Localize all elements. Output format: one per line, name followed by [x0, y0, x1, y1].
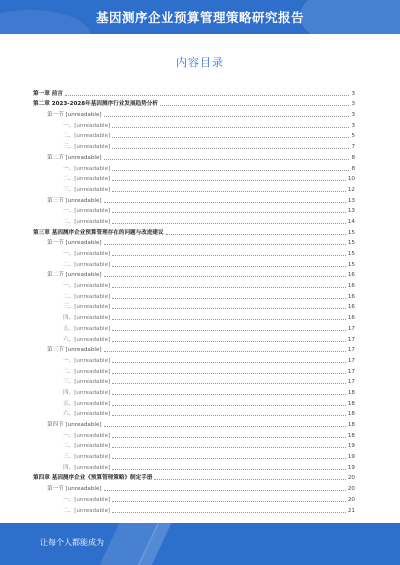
toc-entry[interactable]	[33, 150, 355, 161]
toc-leader-dots	[166, 234, 346, 235]
toc-entry[interactable]	[33, 118, 355, 129]
toc-entry-label: 二、[unreadable]	[63, 218, 111, 225]
toc-entry-page: 16	[347, 315, 355, 322]
toc-entry-page: 14	[347, 218, 355, 225]
toc-leader-dots	[104, 351, 346, 352]
toc-entry[interactable]	[33, 86, 355, 97]
toc-entry[interactable]	[33, 310, 355, 321]
toc-entry[interactable]	[33, 107, 355, 118]
toc-entry-label: 五、[unreadable]	[63, 400, 111, 407]
toc-entry-page: 3	[351, 101, 355, 108]
toc-leader-dots	[104, 202, 346, 203]
toc-leader-dots	[112, 405, 346, 406]
footer-slogan: 让每个人都能成为	[40, 538, 104, 547]
toc-entry[interactable]	[33, 417, 355, 428]
toc-entry[interactable]	[33, 321, 355, 332]
toc-leader-dots	[112, 330, 346, 331]
header-decoration	[300, 0, 400, 34]
toc-entry-label: 一、[unreadable]	[63, 357, 111, 364]
toc-entry-label: 第三节 [unreadable]	[47, 347, 102, 354]
toc-entry-label: 三、[unreadable]	[63, 454, 111, 461]
toc-leader-dots	[112, 308, 346, 309]
toc-entry-page: 21	[347, 507, 355, 514]
toc-entry-page: 17	[347, 336, 355, 343]
toc-entry-label: 六、[unreadable]	[63, 336, 111, 343]
toc-entry-label: 一、[unreadable]	[63, 208, 111, 215]
toc-entry-label: 三、[unreadable]	[63, 304, 111, 311]
toc-leader-dots	[104, 426, 346, 427]
toc-entry-page: 17	[347, 325, 355, 332]
toc-leader-dots	[104, 244, 346, 245]
toc-entry-page: 8	[351, 154, 355, 161]
toc-entry[interactable]	[33, 161, 355, 172]
toc-leader-dots	[104, 116, 350, 117]
toc-entry-label: 第二章 2023-2028年基因测序行业发展趋势分析	[33, 101, 158, 108]
toc-entry-page: 3	[351, 90, 355, 97]
toc-entry-page: 5	[351, 133, 355, 140]
toc-entry-label: 第三节 [unreadable]	[47, 197, 102, 204]
toc-leader-dots	[112, 362, 346, 363]
toc-entry-page: 16	[347, 272, 355, 279]
toc-entry[interactable]	[33, 300, 355, 311]
toc-entry-label: 四、[unreadable]	[63, 389, 111, 396]
toc-entry[interactable]	[33, 278, 355, 289]
toc-entry-page: 18	[347, 389, 355, 396]
toc-entry-page: 17	[347, 379, 355, 386]
toc-entry-label: 第四节 [unreadable]	[47, 422, 102, 428]
toc-entry-label: 二、[unreadable]	[63, 368, 111, 375]
toc-entry[interactable]	[33, 182, 355, 193]
toc-entry[interactable]	[33, 364, 355, 375]
toc-entry[interactable]	[33, 225, 355, 236]
toc-entry[interactable]	[33, 97, 355, 108]
toc-entry-page: 16	[347, 283, 355, 290]
toc-leader-dots	[112, 469, 346, 470]
toc-entry-label: 二、[unreadable]	[63, 293, 111, 300]
toc-entry-page: 20	[347, 496, 355, 503]
toc-leader-dots	[104, 490, 346, 491]
toc-entry-page: 7	[351, 144, 355, 151]
toc-leader-dots	[112, 512, 346, 513]
toc-entry-label: 第一节 [unreadable]	[47, 112, 102, 119]
toc-entry[interactable]	[33, 289, 355, 300]
toc-leader-dots	[112, 212, 346, 213]
toc-entry[interactable]	[33, 375, 355, 386]
toc-entry-page: 20	[347, 486, 355, 493]
toc-entry-label: 一、[unreadable]	[63, 496, 111, 503]
toc-entry-label: 二、[unreadable]	[63, 443, 111, 450]
toc-entry-label: 一、[unreadable]	[63, 432, 111, 439]
toc-entry-page: 15	[347, 261, 355, 268]
toc-leader-dots	[112, 373, 346, 374]
toc-leader-dots	[112, 170, 349, 171]
toc-entry[interactable]	[33, 492, 355, 503]
toc-entry-label: 第一节 [unreadable]	[47, 240, 102, 247]
header-band	[0, 0, 400, 34]
toc-leader-dots	[112, 383, 346, 384]
toc-leader-dots	[112, 394, 346, 395]
toc-entry-label: 一、[unreadable]	[63, 251, 111, 257]
toc-entry[interactable]	[33, 471, 355, 482]
toc-entry-page: 20	[347, 475, 355, 482]
toc-entry[interactable]	[33, 236, 355, 247]
header-decoration	[0, 10, 90, 34]
toc-entry[interactable]	[33, 343, 355, 354]
toc-entry[interactable]	[33, 129, 355, 140]
toc-entry[interactable]	[33, 428, 355, 439]
toc-entry[interactable]	[33, 214, 355, 225]
toc-entry-label: 二、[unreadable]	[63, 176, 111, 183]
toc-entry[interactable]	[33, 407, 355, 418]
toc-entry-label: 第二节 [unreadable]	[47, 154, 102, 161]
footer-band	[0, 523, 400, 565]
toc-leader-dots	[112, 319, 346, 320]
toc-entry-page: 17	[347, 357, 355, 364]
toc-entry-page: 8	[351, 165, 355, 172]
toc-entry-label: 三、[unreadable]	[63, 379, 111, 386]
toc-entry-page: 13	[347, 208, 355, 215]
toc-leader-dots	[112, 341, 346, 342]
toc-entry-label: 三、[unreadable]	[63, 144, 111, 151]
toc-leader-dots	[112, 127, 349, 128]
toc-entry-page: 18	[347, 411, 355, 418]
toc-entry[interactable]	[33, 257, 355, 268]
toc-entry[interactable]	[33, 193, 355, 204]
toc-leader-dots	[104, 159, 350, 160]
toc-leader-dots	[112, 298, 346, 299]
toc-leader-dots	[112, 255, 346, 256]
report-title: 基因测序企业预算管理策略研究报告	[95, 10, 304, 25]
toc-entry[interactable]	[33, 353, 355, 364]
toc-entry-page: 18	[347, 432, 355, 439]
toc-entry-page: 16	[347, 304, 355, 311]
toc-entry-page: 15	[347, 229, 355, 236]
toc-leader-dots	[112, 447, 346, 448]
table-of-contents	[33, 86, 355, 514]
toc-entry-page: 15	[347, 240, 355, 247]
toc-entry-page: 19	[347, 443, 355, 450]
toc-entry-page: 3	[351, 122, 355, 129]
toc-entry[interactable]	[33, 460, 355, 471]
toc-leader-dots	[112, 191, 346, 192]
toc-entry-label: 一、[unreadable]	[63, 165, 111, 172]
toc-leader-dots	[112, 266, 346, 267]
toc-leader-dots	[112, 148, 349, 149]
toc-entry-page: 19	[347, 454, 355, 461]
toc-entry[interactable]	[33, 439, 355, 450]
toc-entry[interactable]	[33, 246, 355, 257]
toc-entry[interactable]	[33, 503, 355, 514]
toc-entry-label: 一、[unreadable]	[63, 283, 111, 290]
toc-leader-dots	[112, 501, 346, 502]
toc-leader-dots	[65, 95, 350, 96]
toc-entry[interactable]	[33, 449, 355, 460]
toc-entry-label: 第二节 [unreadable]	[47, 272, 102, 279]
toc-leader-dots	[112, 415, 346, 416]
toc-entry-page: 16	[347, 293, 355, 300]
toc-entry-page: 17	[347, 368, 355, 375]
toc-entry[interactable]	[33, 385, 355, 396]
toc-entry-page: 13	[347, 197, 355, 204]
toc-entry-page: 18	[347, 422, 355, 428]
toc-entry[interactable]	[33, 396, 355, 407]
toc-entry-label: 四、[unreadable]	[63, 464, 111, 471]
toc-entry-label: 一、[unreadable]	[63, 122, 111, 129]
toc-entry-label: 五、[unreadable]	[63, 325, 111, 332]
toc-entry[interactable]	[33, 204, 355, 215]
toc-leader-dots	[112, 223, 346, 224]
toc-entry-label: 三、[unreadable]	[63, 186, 111, 193]
toc-heading: 内容目录	[176, 56, 224, 69]
toc-entry[interactable]	[33, 332, 355, 343]
toc-leader-dots	[112, 437, 346, 438]
toc-entry-page: 19	[347, 464, 355, 471]
toc-leader-dots	[112, 287, 346, 288]
toc-entry-page: 17	[347, 347, 355, 354]
toc-entry-label: 第三章 基因测序企业预算管理存在的问题与改进建议	[33, 229, 164, 236]
toc-entry-label: 第四章 基因测序企业《预算管理策略》制定手册	[33, 475, 153, 482]
toc-entry[interactable]	[33, 139, 355, 150]
toc-entry-label: 六、[unreadable]	[63, 411, 111, 418]
toc-entry-label: 第一章 前言	[33, 90, 63, 97]
toc-entry-page: 12	[347, 186, 355, 193]
toc-leader-dots	[112, 458, 346, 459]
toc-entry[interactable]	[33, 268, 355, 279]
toc-entry[interactable]	[33, 481, 355, 492]
toc-leader-dots	[112, 180, 346, 181]
toc-entry-page: 15	[347, 251, 355, 257]
toc-leader-dots	[112, 137, 349, 138]
toc-entry-page: 3	[351, 112, 355, 119]
toc-entry-label: 二、[unreadable]	[63, 507, 111, 514]
toc-leader-dots	[104, 276, 346, 277]
toc-leader-dots	[154, 479, 345, 480]
toc-entry-page: 18	[347, 400, 355, 407]
toc-entry-label: 二、[unreadable]	[63, 261, 111, 268]
toc-leader-dots	[160, 105, 350, 106]
toc-entry[interactable]	[33, 172, 355, 183]
toc-entry-label: 四、[unreadable]	[63, 315, 111, 322]
toc-entry-page: 10	[347, 176, 355, 183]
toc-entry-label: 二、[unreadable]	[63, 133, 111, 140]
toc-entry-label: 第一节 [unreadable]	[47, 486, 102, 493]
